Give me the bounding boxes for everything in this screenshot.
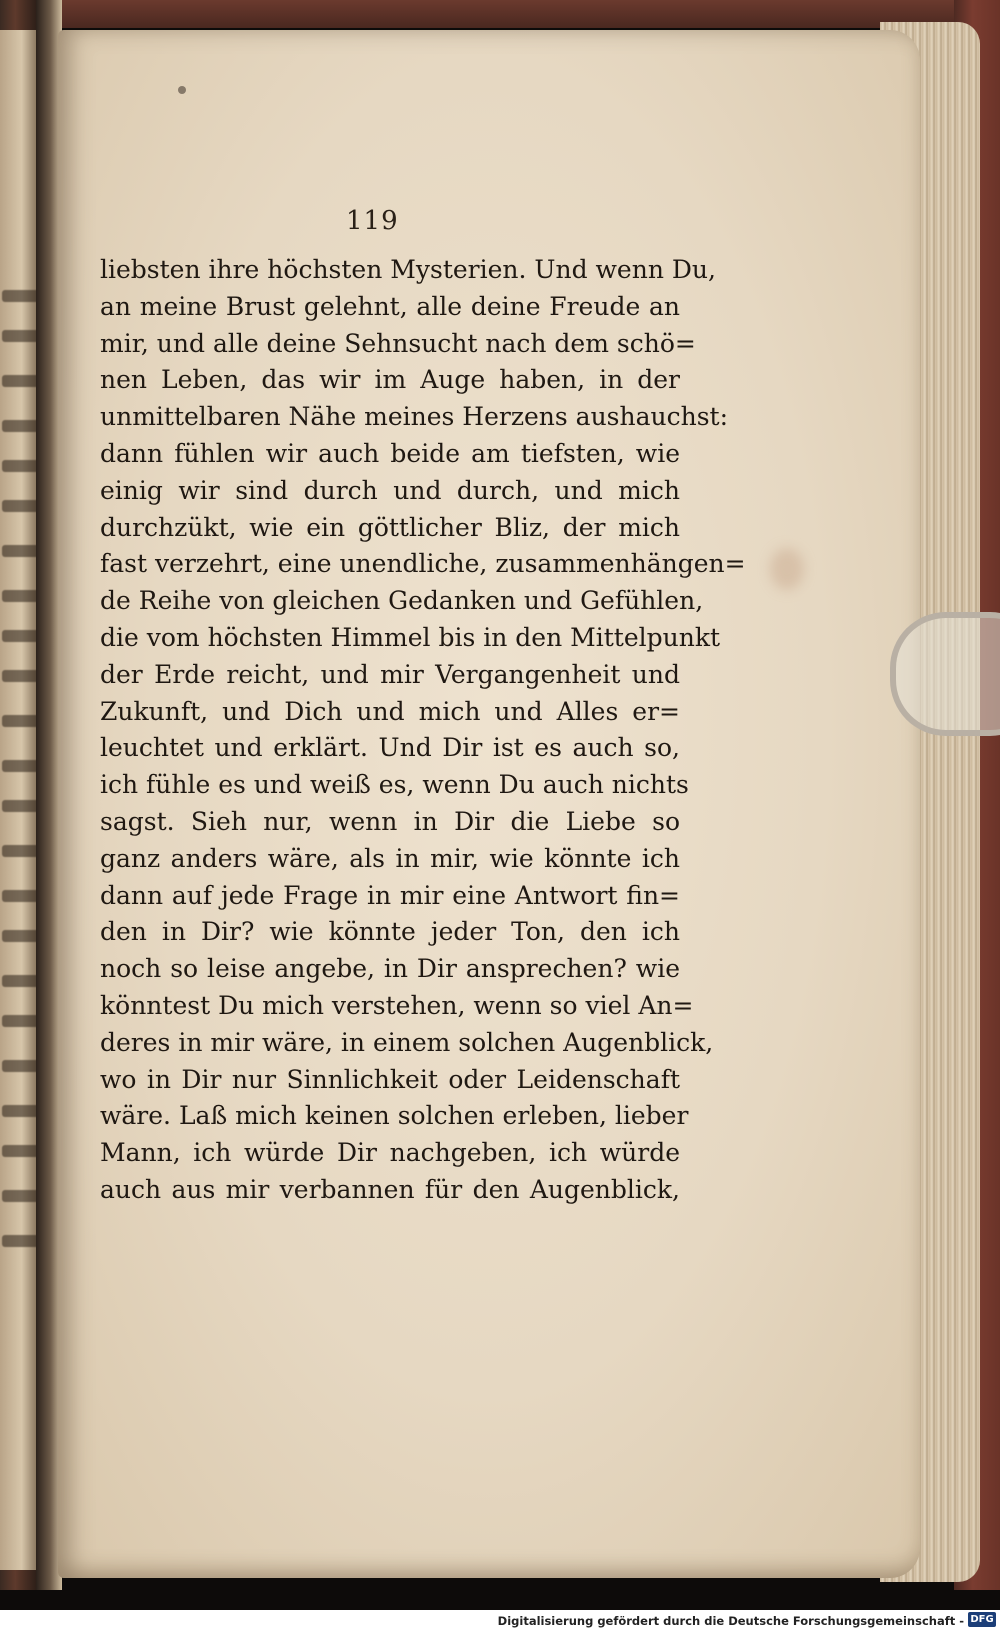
text-line: sagst. Sieh nur, wenn in Dir die Liebe so [100, 806, 680, 836]
text-line: fast verzehrt, eine unendliche, zusammenhängen= [100, 549, 746, 579]
text-line: noch so leise angebe, in Dir ansprechen? wie [100, 954, 680, 984]
text-line: die vom höchsten Himmel bis in den Mittelpunkt [100, 622, 721, 652]
book-cover-top [0, 0, 1000, 28]
page-text-block [100, 252, 746, 1209]
text-line: leuchtet und erklärt. Und Dir ist es auch so, [100, 733, 680, 763]
previous-page-edge [0, 30, 36, 1570]
dfg-logo: DFG [968, 1612, 996, 1627]
text-line: deres in mir wäre, in einem solchen Augenblick, [100, 1027, 714, 1057]
text-line: auch aus mir verbannen für den Augenblick, [100, 1174, 680, 1204]
text-line: einig wir sind durch und durch, und mich [100, 475, 680, 505]
text-line: wo in Dir nur Sinnlichkeit oder Leidenschaft [100, 1064, 680, 1094]
footer-credit: Digitalisierung gefördert durch die Deutsche Forschungsgemeinschaft - [497, 1614, 964, 1628]
text-line: nen Leben, das wir im Auge haben, in der [100, 365, 680, 395]
text-line: könntest Du mich verstehen, wenn so viel An= [100, 990, 694, 1020]
text-line: an meine Brust gelehnt, alle deine Freude an [100, 291, 680, 321]
text-line: de Reihe von gleichen Gedanken und Gefühlen, [100, 586, 704, 616]
text-line: ganz anders wäre, als in mir, wie könnte ich [100, 843, 680, 873]
text-line: den in Dir? wie könnte jeder Ton, den ich [100, 917, 680, 947]
page-clip [890, 612, 1000, 736]
text-line: liebsten ihre höchsten Mysterien. Und wenn Du, [100, 255, 716, 284]
text-line: unmittelbaren Nähe meines Herzens aushauchst: [100, 402, 729, 432]
text-line: durchzükt, wie ein göttlicher Bliz, der mich [100, 512, 680, 542]
text-line: Mann, ich würde Dir nachgeben, ich würde [100, 1138, 680, 1168]
paper-stain [770, 548, 804, 590]
paper-spot [178, 86, 186, 94]
text-line: dann auf jede Frage in mir eine Antwort fin= [100, 880, 680, 910]
page-number: 119 [346, 206, 399, 236]
text-line: der Erde reicht, und mir Vergangenheit und [100, 659, 680, 689]
text-line: mir, und alle deine Sehnsucht nach dem schö= [100, 328, 696, 358]
text-line: dann fühlen wir auch beide am tiefsten, wie [100, 438, 680, 468]
text-line: Zukunft, und Dich und mich und Alles er= [100, 696, 680, 726]
text-line: wäre. Laß mich keinen solchen erleben, lieber [100, 1101, 689, 1131]
text-line: ich fühle es und weiß es, wenn Du auch nichts [100, 770, 689, 800]
